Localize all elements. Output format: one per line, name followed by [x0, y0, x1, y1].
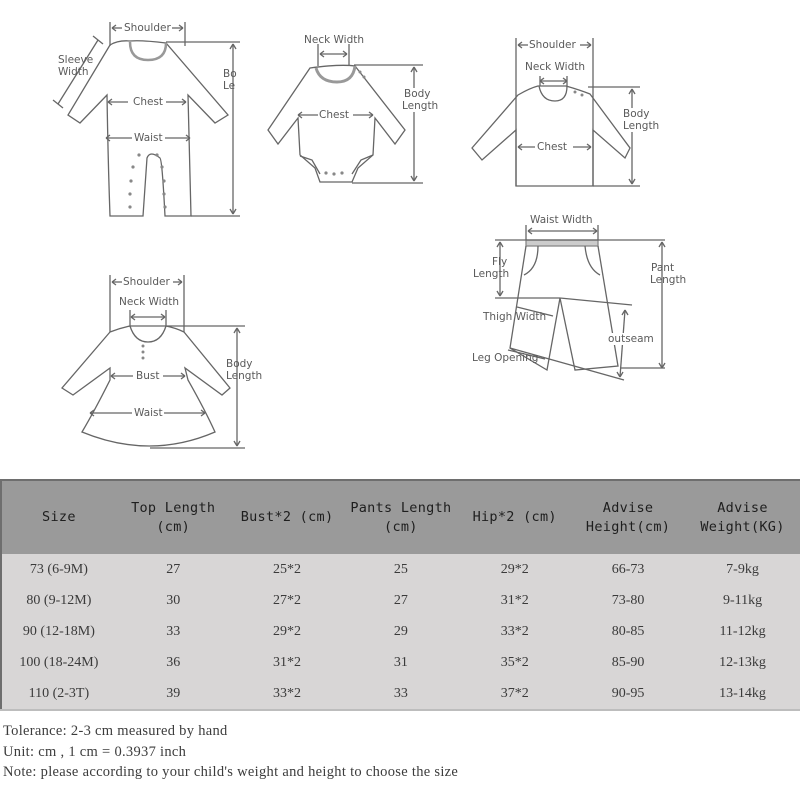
notes-block: [3, 721, 458, 783]
romper-chest-label: Chest: [133, 96, 164, 108]
cell-pants-length: 29: [343, 616, 458, 647]
cell-bust: 31*2: [231, 647, 344, 678]
shirt-neck-width-label: Neck Width: [525, 61, 586, 73]
shirt-body-length-label-line2: Length: [623, 120, 660, 132]
bodysuit-body-length-label-line1: Body: [404, 88, 431, 100]
shirt-shoulder-label: Shoulder: [529, 39, 576, 51]
cell-advise-weight: 12-13kg: [685, 647, 800, 678]
romper-outline: [0, 0, 260, 230]
header-hip: Hip*2 (cm): [458, 480, 571, 554]
table-header-row: [1, 480, 800, 554]
romper-sleeve-width-label-line2: Width: [58, 66, 89, 78]
table-row: [1, 678, 800, 710]
cell-bust: 29*2: [231, 616, 344, 647]
tolerance-note: Tolerance: 2-3 cm measured by hand: [3, 723, 228, 739]
dress-diagram: [40, 260, 280, 460]
bodysuit-chest-label: Chest: [319, 109, 350, 121]
cell-advise-height: 73-80: [571, 585, 685, 616]
cell-advise-weight: 11-12kg: [685, 616, 800, 647]
shirt-body-length-label-line1: Body: [623, 108, 650, 120]
cell-pants-length: 25: [343, 554, 458, 585]
cell-size: 90 (12-18M): [1, 616, 116, 647]
cell-advise-height: 66-73: [571, 554, 685, 585]
header-top-length: Top Length (cm): [116, 480, 231, 554]
bodysuit-diagram: [240, 20, 460, 200]
table-row: [1, 585, 800, 616]
pants-thigh-width-label: Thigh Width: [483, 311, 547, 323]
cell-size: 100 (18-24M): [1, 647, 116, 678]
cell-advise-height: 80-85: [571, 616, 685, 647]
pants-pant-length-label-line1: Pant: [651, 262, 675, 274]
cell-pants-length: 27: [343, 585, 458, 616]
cell-hip: 37*2: [458, 678, 571, 710]
cell-bust: 27*2: [231, 585, 344, 616]
shirt-chest-label: Chest: [537, 141, 568, 153]
cell-advise-height: 90-95: [571, 678, 685, 710]
cell-pants-length: 31: [343, 647, 458, 678]
header-pants-length: Pants Length (cm): [343, 480, 458, 554]
cell-hip: 35*2: [458, 647, 571, 678]
romper-body-length-label-line1: Bo: [223, 68, 237, 80]
bodysuit-neck-width-label: Neck Width: [304, 34, 365, 46]
romper-diagram: [0, 0, 260, 230]
romper-shoulder-label: Shoulder: [124, 22, 171, 34]
pants-outseam-label: outseam: [608, 333, 654, 345]
cell-pants-length: 33: [343, 678, 458, 710]
unit-note: Unit: cm , 1 cm = 0.3937 inch: [3, 743, 187, 760]
cell-bust: 25*2: [231, 554, 344, 585]
cell-top-length: 33: [116, 616, 231, 647]
cell-size: 73 (6-9M): [1, 554, 116, 585]
pants-fly-length-label-line1: Fly: [492, 256, 508, 268]
cell-top-length: 30: [116, 585, 231, 616]
cell-advise-weight: 7-9kg: [685, 554, 800, 585]
cell-bust: 33*2: [231, 678, 344, 710]
header-advise-height: Advise Height(cm): [571, 480, 685, 554]
dress-body-length-label-line2: Length: [226, 370, 263, 382]
dress-body-length-label-line1: Body: [226, 358, 253, 370]
header-size: Size: [1, 480, 116, 554]
cell-size: 110 (2-3T): [1, 678, 116, 710]
pants-diagram: [460, 200, 700, 390]
header-advise-weight: Advise Weight(KG): [685, 480, 800, 554]
cell-top-length: 36: [116, 647, 231, 678]
pants-fly-length-label-line2: Length: [473, 268, 510, 280]
table-row: [1, 554, 800, 585]
size-chart-table: [0, 479, 800, 711]
pants-pant-length-label-line2: Length: [650, 274, 687, 286]
dress-waist-label: Waist: [134, 407, 163, 419]
table-row: [1, 647, 800, 678]
bodysuit-body-length-label-line2: Length: [402, 100, 439, 112]
table-row: [1, 616, 800, 647]
pants-leg-opening-label: Leg Opening: [472, 352, 539, 364]
pants-waist-width-label: Waist Width: [530, 214, 593, 226]
dress-shoulder-label: Shoulder: [123, 276, 170, 288]
romper-body-length-label-line2: Le: [223, 80, 236, 92]
cell-size: 80 (9-12M): [1, 585, 116, 616]
dress-neck-width-label: Neck Width: [119, 296, 180, 308]
cell-top-length: 27: [116, 554, 231, 585]
cell-advise-weight: 13-14kg: [685, 678, 800, 710]
cell-hip: 29*2: [458, 554, 571, 585]
cell-hip: 31*2: [458, 585, 571, 616]
header-bust: Bust*2 (cm): [231, 480, 344, 554]
shirt-diagram: [460, 20, 680, 200]
romper-waist-label: Waist: [134, 132, 163, 144]
cell-advise-height: 85-90: [571, 647, 685, 678]
size-choice-note: Note: please according to your child's weight and height to choose the size: [3, 764, 459, 780]
cell-advise-weight: 9-11kg: [685, 585, 800, 616]
cell-top-length: 39: [116, 678, 231, 710]
cell-hip: 33*2: [458, 616, 571, 647]
dress-bust-label: Bust: [136, 370, 160, 382]
romper-sleeve-width-label-line1: Sleeve: [58, 54, 94, 66]
